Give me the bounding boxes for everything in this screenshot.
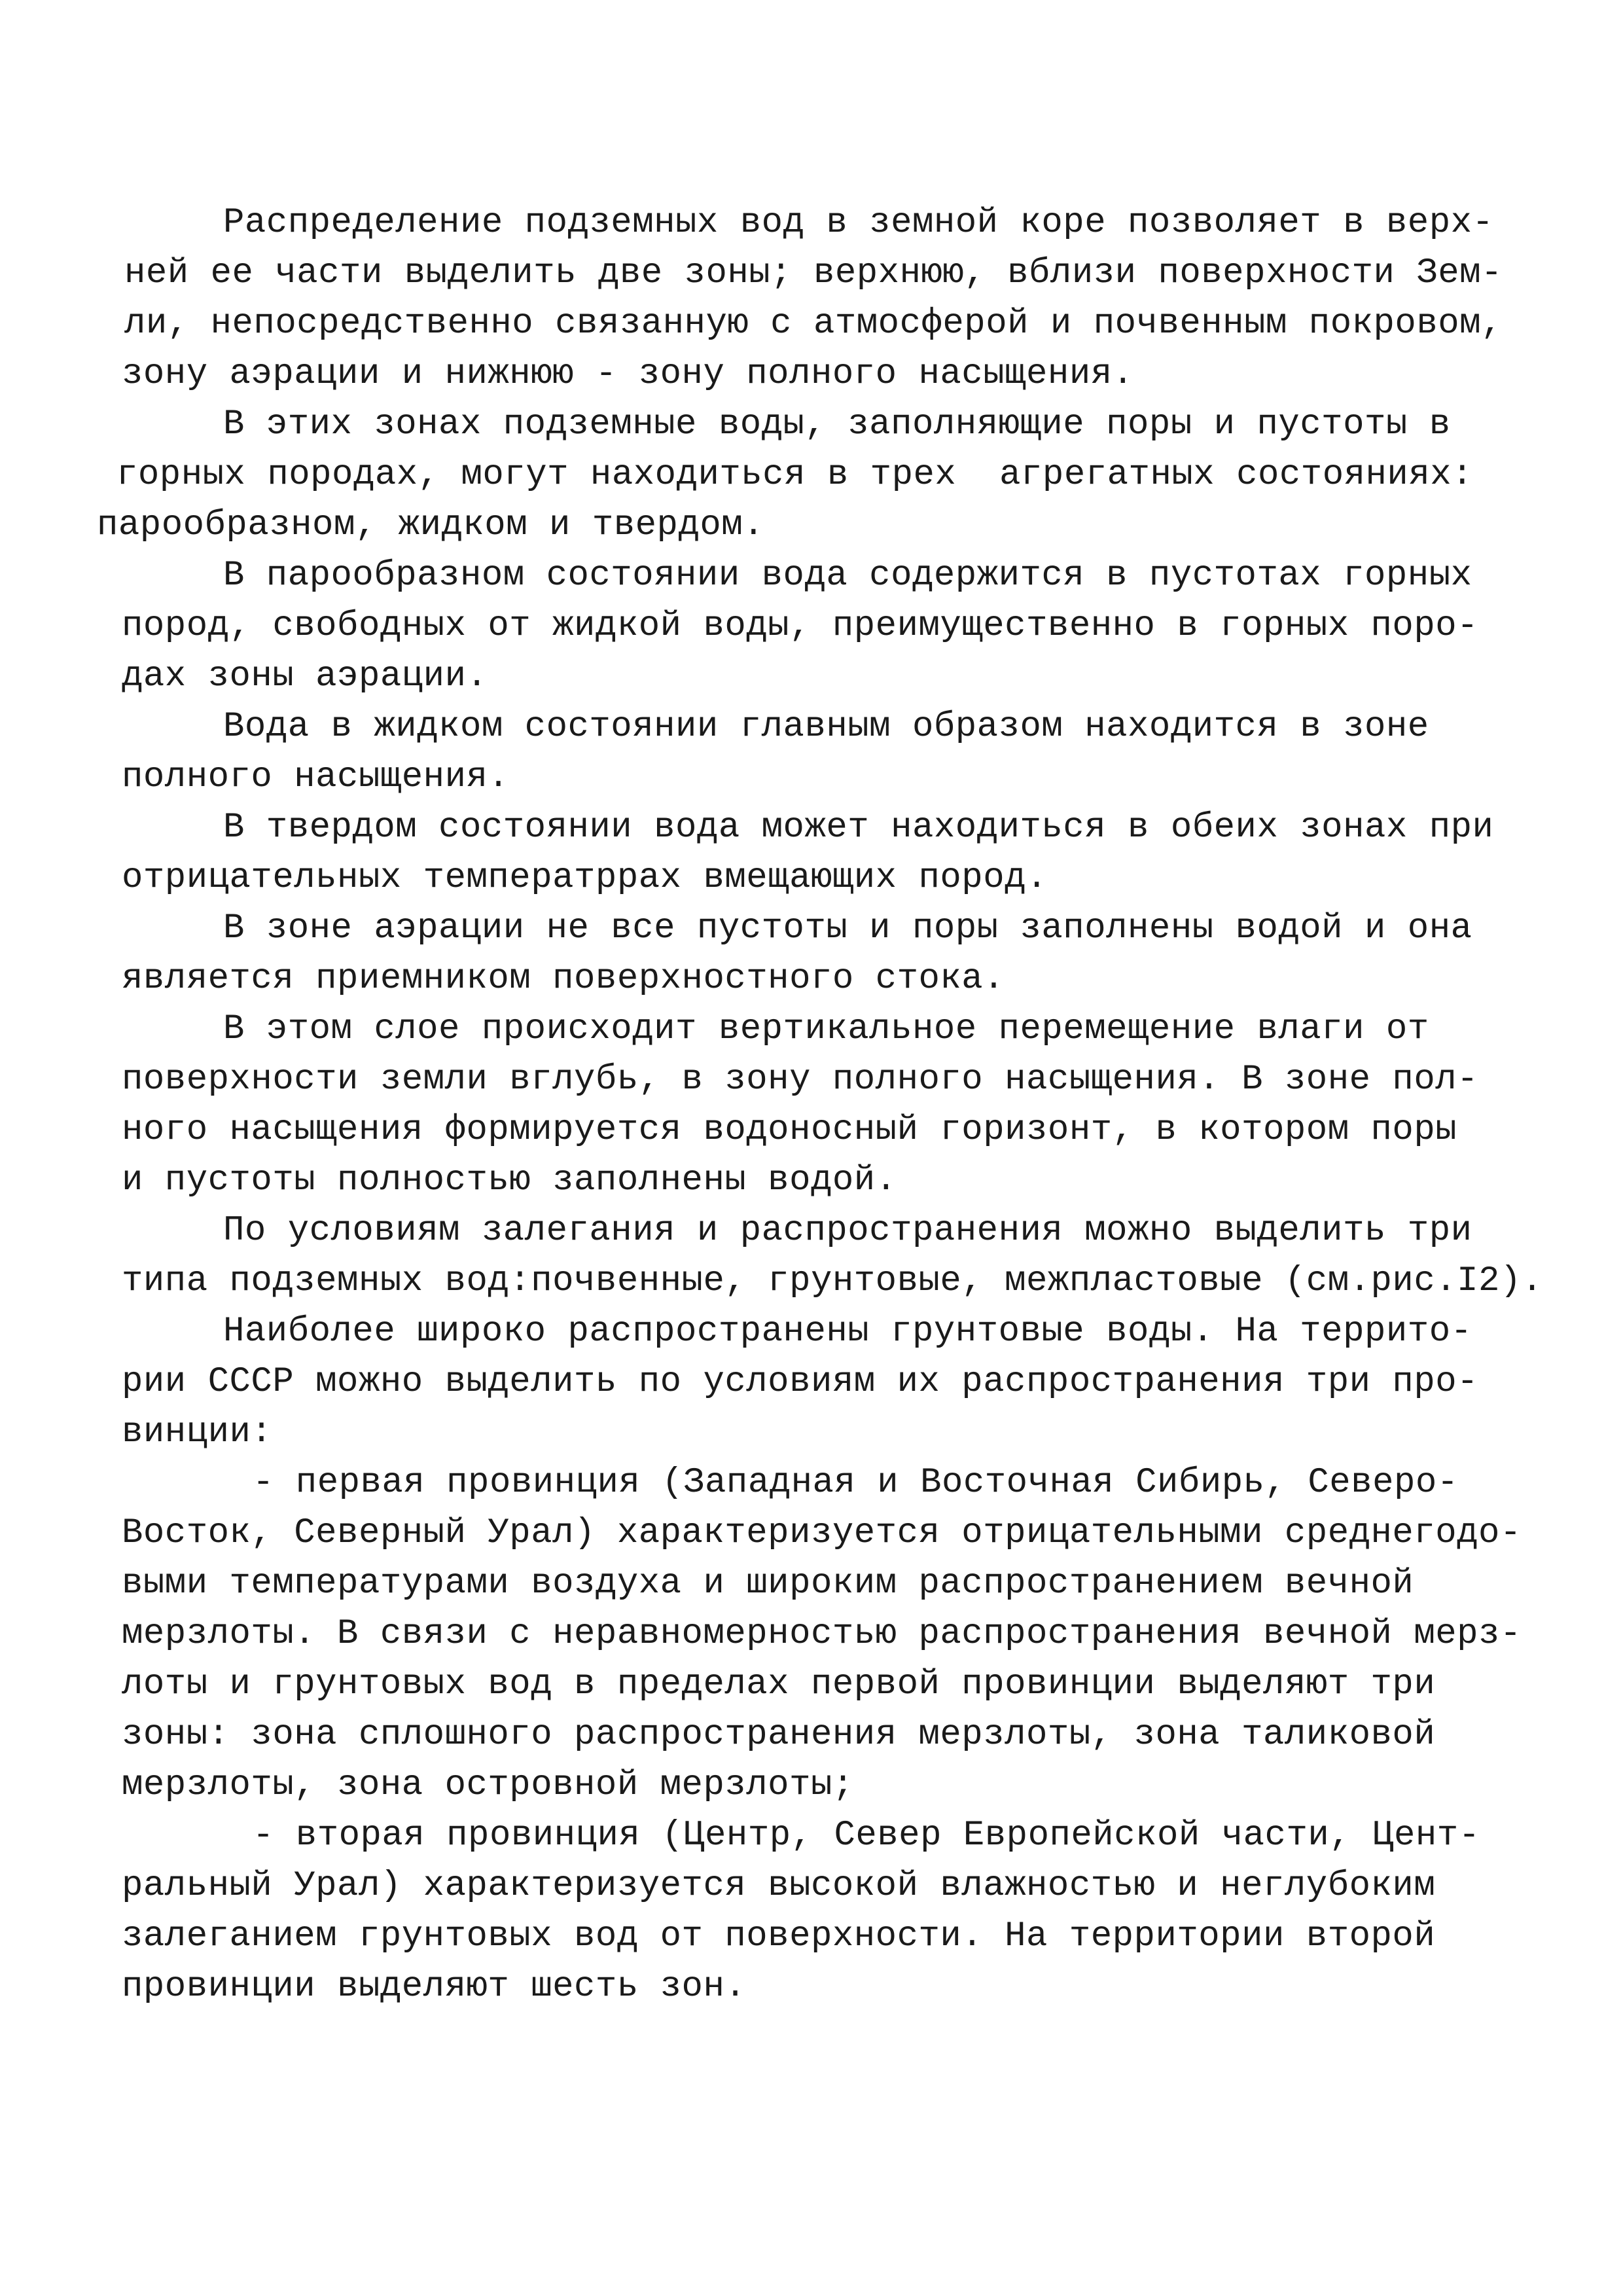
text-line: парообразном, жидком и твердом.	[97, 505, 765, 545]
text-line: отрицательных температррах вмещающих пород.	[122, 858, 1048, 898]
text-line: По условиям залегания и распространения можно выделить три	[223, 1211, 1472, 1251]
text-line: типа подземных вод:почвенные, грунтовые, межпластовые (см.рис.I2).	[122, 1261, 1543, 1301]
text-line: В парообразном состоянии вода содержится в пустотах горных	[223, 556, 1472, 596]
text-line: выми температурами воздуха и широким распространением вечной	[122, 1564, 1414, 1604]
text-line: провинции выделяют шесть зон.	[122, 1967, 747, 2007]
text-line: - вторая провинция (Центр, Север Европейской части, Цент-	[253, 1816, 1480, 1856]
text-line: Наиболее широко распространены грунтовые воды. На террито-	[223, 1312, 1472, 1352]
text-line: дах зоны аэрации.	[122, 656, 488, 696]
text-line: винции:	[122, 1412, 273, 1452]
text-line: В зоне аэрации не все пустоты и поры заполнены водой и она	[223, 908, 1472, 948]
text-line: полного насыщения.	[122, 757, 510, 797]
text-line: Восток, Северный Урал) характеризуется отрицательными среднегодо-	[122, 1513, 1522, 1553]
text-line: зону аэрации и нижнюю - зону полного насыщения.	[122, 354, 1134, 394]
text-line: и пустоты полностью заполнены водой.	[122, 1160, 897, 1200]
text-line: пород, свободных от жидкой воды, преимущественно в горных поро-	[122, 606, 1479, 646]
text-line: поверхности земли вглубь, в зону полного насыщения. В зоне пол-	[122, 1060, 1479, 1100]
text-line: ли, непосредственно связанную с атмосферой и почвенным покровом,	[124, 304, 1503, 344]
text-line: Распределение подземных вод в земной коре позволяет в верх-	[223, 203, 1494, 243]
text-line: Вода в жидком состоянии главным образом находится в зоне	[223, 707, 1429, 747]
text-line: В этих зонах подземные воды, заполняющие поры и пустоты в	[223, 404, 1451, 444]
text-line: лоты и грунтовых вод в пределах первой провинции выделяют три	[122, 1664, 1436, 1704]
text-line: мерзлоты, зона островной мерзлоты;	[122, 1765, 854, 1805]
text-line: мерзлоты. В связи с неравномерностью распространения вечной мерз-	[122, 1614, 1522, 1654]
body-text	[97, 198, 1543, 2012]
text-line: ральный Урал) характеризуется высокой влажностью и неглубоким	[122, 1866, 1436, 1906]
text-line: является приемником поверхностного стока.	[122, 959, 1005, 999]
text-line: залеганием грунтовых вод от поверхности. На территории второй	[122, 1916, 1436, 1956]
text-line: - первая провинция (Западная и Восточная Сибирь, Северо-	[253, 1463, 1459, 1503]
text-line: В твердом состоянии вода может находиться в обеих зонах при	[223, 808, 1494, 848]
text-line: горных породах, могут находиться в трех агрегатных состояниях:	[116, 455, 1474, 495]
text-line: ного насыщения формируется водоносный горизонт, в котором поры	[122, 1110, 1457, 1150]
text-line: ней ее части выделить две зоны; верхнюю, вблизи поверхности Зем-	[124, 253, 1503, 293]
text-line: рии СССР можно выделить по условиям их распространения три про-	[122, 1362, 1479, 1402]
text-line: зоны: зона сплошного распространения мерзлоты, зона таликовой	[122, 1715, 1436, 1755]
text-line: В этом слое происходит вертикальное перемещение влаги от	[223, 1009, 1429, 1049]
